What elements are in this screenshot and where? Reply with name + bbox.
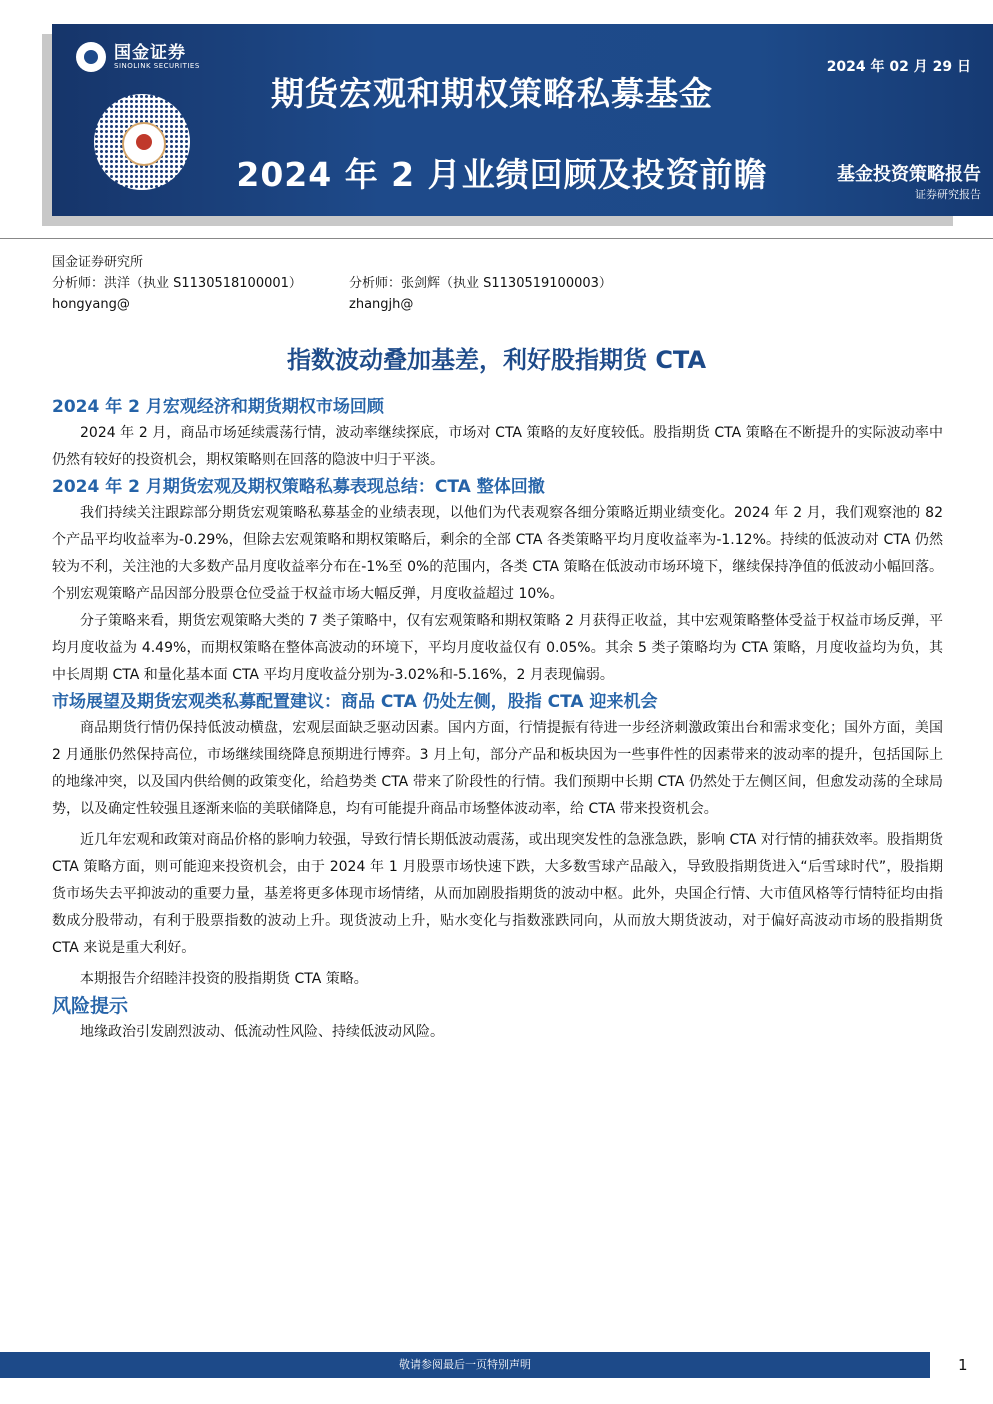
section-heading-performance: 2024 年 2 月期货宏观及期权策略私募表现总结：CTA 整体回撤 — [52, 477, 545, 497]
paragraph: 本期报告介绍睦沣投资的股指期货 CTA 策略。 — [80, 971, 368, 987]
header-divider — [0, 238, 993, 239]
paragraph: 地缘政治引发剧烈波动、低流动性风险、持续低波动风险。 — [80, 1024, 444, 1040]
footer-bar — [0, 1352, 930, 1378]
report-subtype: 证券研究报告 — [915, 188, 981, 201]
section-heading-outlook: 市场展望及期货宏观类私募配置建议：商品 CTA 仍处左侧，股指 CTA 迎来机会 — [52, 692, 658, 712]
paragraph: 分子策略来看，期货宏观策略大类的 7 类子策略中，仅有宏观策略和期权策略 2 月获得正收益，其中宏观策略整体受益于权益市场反弹，平均月度收益为 4.49%，而期权策略在整体高波动的环境下，平均月度收益仅有 0.05%。其余 5 类子策略均为 CTA 策略，月度收益均为负，其中长周期 CTA 和量化基本面 CTA 平均月度收益分别为-3.02%和-5.16%，2 月表现偏弱。 — [52, 613, 943, 683]
paragraph: 商品期货行情仍保持低波动横盘，宏观层面缺乏驱动因素。国内方面，行情提振有待进一步经济刺激政策出台和需求变化；国外方面，美国 2 月通胀仍然保持高位，市场继续围绕降息预期进行博弈。3 月上旬，部分产品和板块因为一些事件性的因素带来的波动率的提升，包括国际上的地缘冲突，以及国内供给侧的政策变化，给趋势类 CTA 带来了阶段性的行情。我们预期中长期 CTA 仍然处于左侧区间，但愈发动荡的全球局势，以及确定性较强且逐渐来临的美联储降息，均有可能提升商品市场整体波动率，给 CTA 带来投资机会。 — [52, 720, 943, 817]
report-body — [52, 394, 943, 1046]
report-title-line1: 期货宏观和期权策略私募基金 — [271, 74, 713, 113]
paragraph: 2024 年 2 月，商品市场延续震荡行情，波动率继续探底，市场对 CTA 策略的友好度较低。股指期货 CTA 策略在不断提升的实际波动率中仍然有较好的投资机会，期权策略则在回落的隐波中归于平淡。 — [52, 425, 943, 468]
report-type: 基金投资策略报告 — [837, 164, 981, 185]
report-date: 2024 年 02 月 29 日 — [826, 59, 971, 75]
logo-cn-text: 国金证券 — [114, 42, 186, 63]
report-title-line2: 2024 年 2 月业绩回顾及投资前瞻 — [236, 155, 768, 194]
paragraph: 近几年宏观和政策对商品价格的影响力较强，导致行情长期低波动震荡，或出现突发性的急涨急跌，影响 CTA 对行情的捕获效率。股指期货 CTA 策略方面，则可能迎来投资机会，由于 2024 年 1 月股票市场快速下跌，大多数雪球产品敲入，导致股指期货进入“后雪球时代”，股指期货市场失去平抑波动的重要力量，基差将更多体现市场情绪，从而加剧股指期货的波动中枢。此外，央国企行情、大市值风格等行情特征均由指数成分股带动，有利于股票指数的波动上升。现货波动上升，贴水变化与指数涨跌同向，从而放大期货波动，对于偏好高波动市场的股指期货 CTA 来说是重大利好。 — [52, 832, 943, 956]
logo-en-text: SINOLINK SECURITIES — [114, 61, 200, 70]
main-title: 指数波动叠加基差，利好股指期货 CTA — [286, 346, 707, 374]
analyst-1: 分析师：洪洋（执业 S1130518100001） — [52, 276, 302, 291]
analyst-1-email[interactable]: hongyang@ — [52, 297, 130, 312]
institute-name: 国金证券研究所 — [52, 255, 144, 270]
footer-disclaimer: 敬请参阅最后一页特别声明 — [399, 1358, 531, 1371]
page-number: 1 — [958, 1356, 968, 1374]
company-logo — [76, 42, 200, 72]
paragraph: 我们持续关注跟踪部分期货宏观策略私募基金的业绩表现，以他们为代表观察各细分策略近期业绩变化。2024 年 2 月，我们观察池的 82 个产品平均收益率为-0.29%，但除去宏观策略和期权策略后，剩余的全部 CTA 各类策略平均月度收益率为-1.12%。持续的低波动对 CTA 仍然较为不利，关注池的大多数产品月度收益率分布在-1%至 0%的范围内，各类 CTA 策略在低波动市场环境下，继续保持净值的低波动小幅回落。个别宏观策略产品因部分股票仓位受益于权益市场大幅反弹，月度收益超过 10%。 — [52, 505, 943, 602]
qr-code-icon — [94, 94, 190, 190]
analyst-info — [52, 252, 612, 315]
analyst-2: 分析师：张剑辉（执业 S1130519100003） — [349, 276, 612, 291]
section-heading-risk: 风险提示 — [52, 995, 129, 1017]
sinolink-logo-icon — [76, 42, 106, 72]
section-heading-review: 2024 年 2 月宏观经济和期货期权市场回顾 — [52, 397, 384, 417]
analyst-2-email[interactable]: zhangjh@ — [349, 297, 414, 312]
report-header — [52, 24, 993, 216]
qr-center-logo — [122, 122, 166, 166]
